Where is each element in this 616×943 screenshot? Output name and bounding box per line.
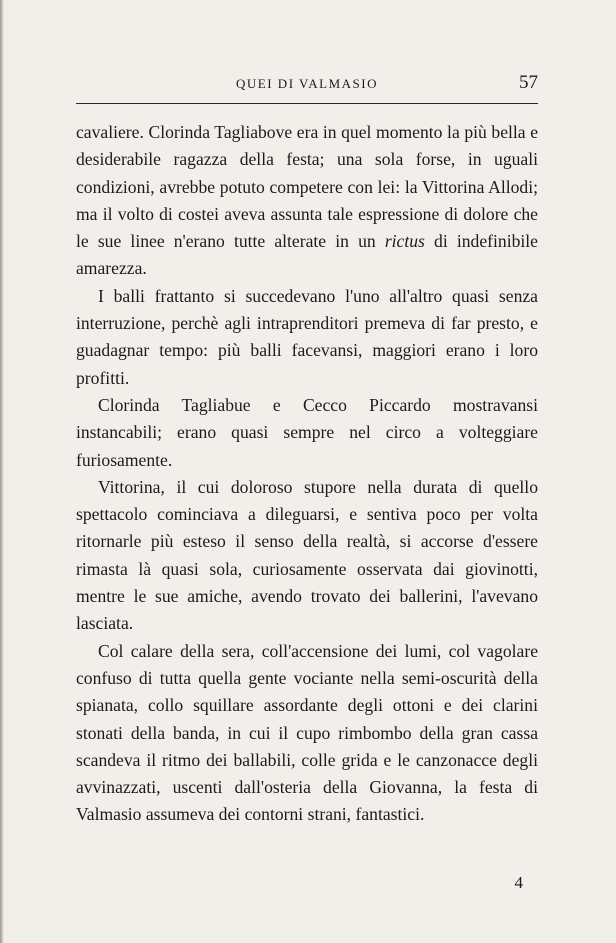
header-rule bbox=[76, 103, 538, 104]
signature-mark: 4 bbox=[514, 873, 523, 892]
paragraph-1 bbox=[76, 119, 538, 283]
running-title: QUEI DI VALMASIO bbox=[236, 76, 378, 91]
paragraph-2: I balli frattanto si succedevano l'uno all'altro quasi senza interruzione, perchè agli intraprenditori premeva di far presto, e guadagnar tempo: più balli facevansi, maggiori erano i loro profitti. bbox=[76, 285, 538, 388]
page-edge bbox=[0, 0, 4, 943]
paragraph-5: Col calare della sera, coll'accensione dei lumi, col vagolare confuso di tutta quella gente vociante nella semi-oscurità della spianata, collo squillare assordante degli ottoni e dei clarini stonati della banda, in cui il cupo rimbombo della gran cassa scandeva il ritmo dei ballabili, colle grida e le canzonacce degli avvinazzati, uscenti dall'osteria della Giovanna, la festa di Valmasio assumeva dei contorni strani, fantastici. bbox=[76, 640, 538, 825]
page-header bbox=[76, 72, 538, 102]
paragraph-1-end: di indefinibile amarezza. bbox=[76, 231, 538, 279]
rictus-emphasis: rictus bbox=[384, 231, 425, 252]
page-number: 57 bbox=[519, 72, 538, 93]
paragraph-3: Clorinda Tagliabue e Cecco Piccardo mostravansi instancabili; erano quasi sempre nel circo a volteggiare furiosamente. bbox=[76, 394, 538, 470]
paragraph-1-text: cavaliere. Clorinda Tagliabove era in quel momento la più bella e desiderabile ragazza della festa; una sola forse, in uguali condizioni, avrebbe potuto competere con lei: la Vittorina Allodi; ma il volto di costei aveva assunta tale espressione di dolore che le sue linee n'erano tutte alterate in un bbox=[76, 122, 538, 252]
paragraph-4: Vittorina, il cui doloroso stupore nella durata di quello spettacolo cominciava a dileguarsi, e sentiva poco per volta ritornarle più esteso il senso della realtà, si accorse d'essere rimasta là quasi sola, curiosamente osservata dai giovinotti, mentre le sue amiche, avendo trovato dei ballerini, l'avevano lasciata. bbox=[76, 476, 538, 634]
body-text bbox=[76, 119, 538, 829]
